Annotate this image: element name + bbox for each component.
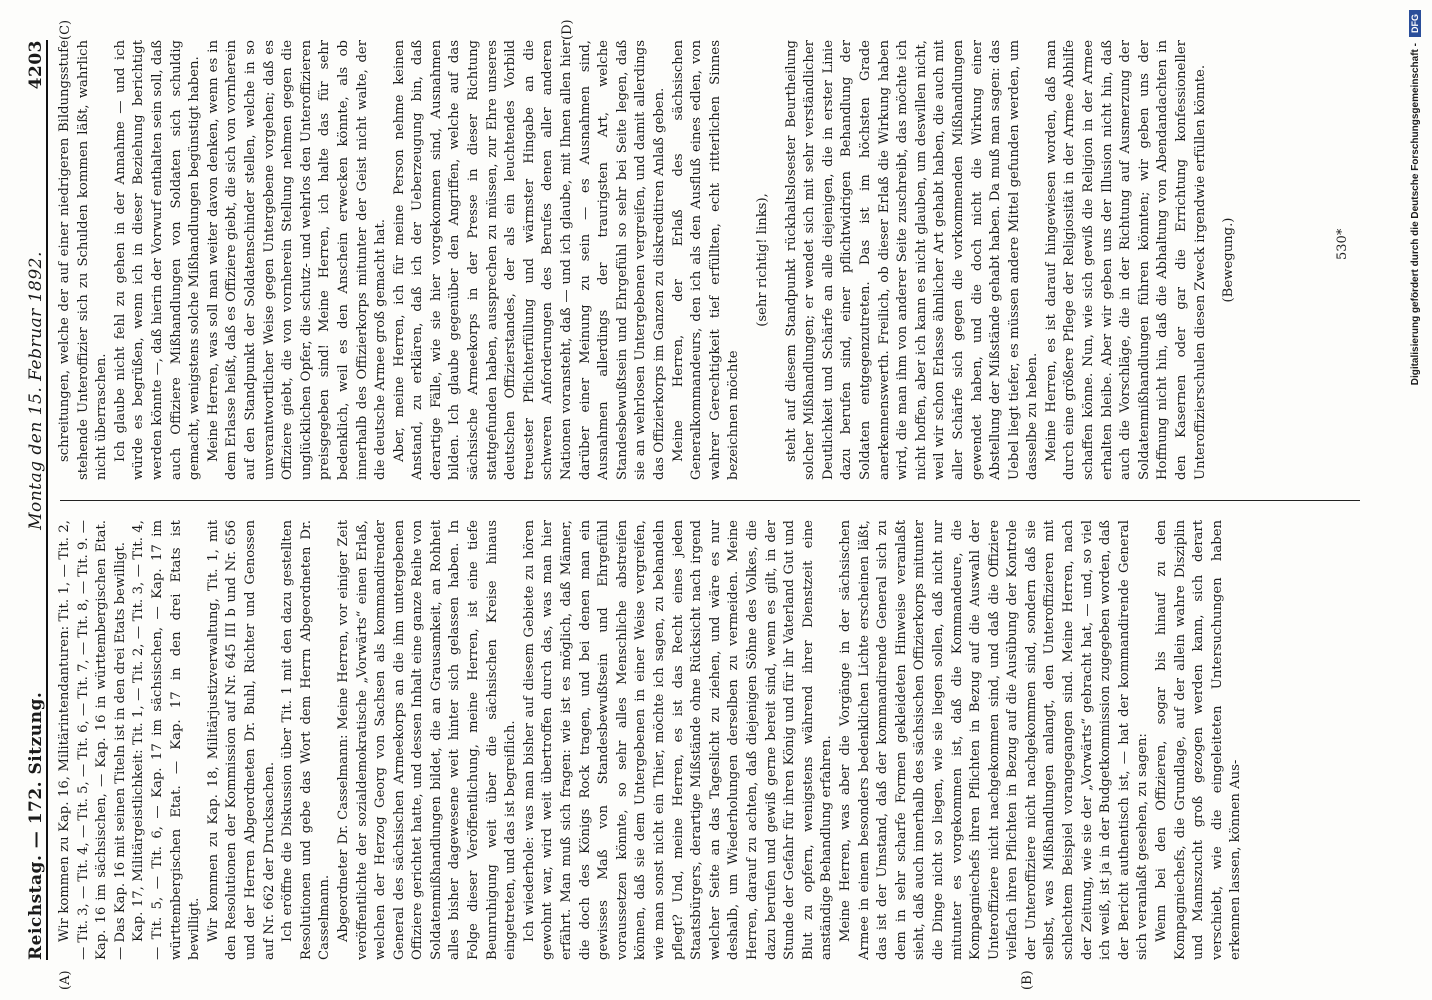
header-date: Montag den 15. Februar 1892. — [26, 251, 46, 530]
margin-marker-a: (A) — [58, 970, 73, 990]
column-divider — [60, 500, 1360, 501]
credit-text-wrapper — [1402, 0, 1428, 1000]
paragraph: Ich eröffne die Diskussion über Tit. 1 mit den dazu gestellten Resolutionen und gebe das Wort dem Herrn Abgeordneten Dr. Casselmann. — [280, 520, 333, 960]
interjection: (sehr richtig! links), — [754, 193, 770, 327]
margin-marker-b: (B) — [1020, 970, 1035, 990]
paragraph: Ich glaube nicht fehl zu gehen in der Annahme — und ich würde es begrüßen, wenn ich in dieser Beziehung berichtigt werden könnte —, daß hierin der Vorwurf enthalten sein soll, daß auch Offiziere Mißhandlungen von Soldaten sich schuldig gemacht, wenigstens solche Mißhandlungen begünstigt haben. — [112, 40, 203, 480]
page-number: 4203 — [26, 40, 46, 90]
paragraph: Ich wiederhole: was man bisher auf diesem Gebiete zu hören gewohnt war, wird weit übertroffen durch das, was man hier erfährt. Man muß sich fragen: wie ist es möglich, daß Männer, die doch des Königs Rock tragen, und bei denen man ein gewisses Maß von Standesbewußtsein und Ehrgefühl voraussetzen könnte, so sehr alles Menschliche abstreifen können, daß sie dem Untergebenen in einer Weise vergreifen, wie man sonst nicht ein Thier, möchte ich sagen, zu behandeln pflegt? Und, meine Herren, es ist das Recht eines jeden Staatsbürgers, derartige Mißstände ohne Rücksicht nach irgend welcher Seite an das Tageslicht zu ziehen, und wäre es nur deshalb, um Wiederholungen derselben zu vermeiden. Meine Herren, darauf zu achten, daß diejenigen Söhne des Volkes, die dazu berufen und gewiß gerne bereit sind, wenn es gilt, in der Stunde der Gefahr für ihren König und für ihr Vaterland Gut und Blut zu opfern, wenigstens während ihrer Dienstzeit eine anständige Behandlung erfahren. — [521, 520, 835, 960]
interjection: (Bewegung.) — [1221, 217, 1237, 303]
credit-text: Digitalisierung gefördert durch die Deutsche Forschungsgemeinschaft - — [1409, 43, 1421, 386]
page-header — [6, 40, 48, 960]
page-mark: 530* — [1335, 228, 1350, 260]
dfg-logo: DFG — [1409, 10, 1421, 37]
text-column-right — [56, 40, 1360, 480]
paragraph: Wir kommen zu Kap. 18, Militärjustizverwaltung, Tit. 1, mit den Resolutionen der Kommission auf Nr. 645 III b und Nr. 656 und der Herren Abgeordneten Dr. Buhl, Richter und Genossen auf Nr. 662 der Drucksachen. — [205, 520, 277, 960]
paragraph: Meine Herren, was soll man weiter davon denken, wenn es in dem Erlasse heißt, daß es Offiziere giebt, die sich von vornherein auf den Standpunkt der Soldatenschinder stellen, welche in so unverantwortlicher Weise gegen Untergebene vorgehen; daß es Offiziere giebt, die von vornherein Stellung nehmen gegen die unglücklichen Opfer, die schutz- und wehrlos den Unteroffizieren preisgegeben sind! Meine Herren, ich halte das für sehr bedenklich, weil es den Anschein erwecken könnte, als ob innerhalb des Offizierkorps mitunter der Geist nicht walte, der die deutsche Armee groß gemacht hat. — [205, 40, 389, 480]
margin-marker-d: (D) — [560, 19, 575, 40]
header-left: Reichstag. — 172. Sitzung. — [26, 691, 46, 960]
paragraph: Meine Herren, was aber die Vorgänge in der sächsischen Armee in einem besonders bedenklichen Lichte erscheinen läßt, das ist der Umstand, daß der kommandirende General sich zu dem in sehr scharfe Formen gekleideten Hinweise veranlaßt sieht, daß auch innerhalb des sächsischen Offizierkorps mitunter die Dinge nicht so liegen, wie sie liegen sollen, daß nicht nur mitunter es vorgekommen ist, daß die Kommandeure, die Kompagniechefs ihren Pflichten in Bezug auf die Auswahl der Unteroffiziere nicht nachgekommen sind, und daß die Offiziere vielfach ihren Pflichten in Bezug auf die Ausübung der Kontrole der Unteroffiziere nicht nachgekommen sind, sondern daß sie selbst, was Mißhandlungen anlangt, den Unteroffizieren mit schlechtem Beispiel vorangegangen sind. Meine Herren, nach der Zeitung, wie sie der „Vorwärts“ gebracht hat, — und, so viel ich weiß, ist ja in der Budgetkommission zugegeben worden, daß der Bericht authentisch ist, — hat der kommandirende General sich veranlaßt gesehen, zu sagen: — [837, 520, 1151, 960]
paragraph: Kap. 17, Militärgeistlichkeit: Tit. 1, — Tit. 2, — Tit. 3, — Tit. 4, — Tit. 5, — Tit. 6, — Kap. 17 im sächsischen, — Kap. 17 im württembergischen Etat. — Kap. 17 in den drei Etats ist bewilligt. — [131, 520, 203, 960]
paragraph: Meine Herren, der Erlaß des sächsischen Generalkommandeurs, den ich als den Ausfluß eines edlen, von wahrer Gerechtigkeit tief erfüllten, echt ritterlichen Sinnes bezeichnen möchte — [670, 40, 742, 480]
margin-marker-c: (C) — [58, 19, 73, 40]
paragraph: Aber, meine Herren, ich für meine Person nehme keinen Anstand, zu erklären, daß ich der Ueberzeugung bin, daß derartige Fälle, wie sie hier vorgekommen sind, Ausnahmen bilden. Ich glaube gegenüber den Angriffen, welche auf das sächsische Armeekorps in der Presse in dieser Richtung stattgefunden haben, aussprechen zu müssen, zur Ehre unseres deutschen Offizierstandes, der als ein leuchtendes Vorbild treuester Pflichterfüllung und wärmster Hingabe an die schweren Anforderungen des Berufes denen aller anderen Nationen voransteht, daß — und ich glaube, mit Ihnen allen hier darüber einer Meinung zu sein — es Ausnahmen sind, Ausnahmen allerdings der traurigsten Art, welche Standesbewußtsein und Ehrgefühl so sehr bei Seite legen, daß sie an wehrlosen Untergebenen vergreifen, und damit allerdings das Offizierkorps im Ganzen zu diskreditiren Anlaß geben. — [391, 40, 667, 480]
paragraph: steht auf diesem Standpunkt rückhaltslosester Beurtheilung solcher Mißhandlungen; er wendet sich mit sehr verständlicher Deutlichkeit und Schärfe an alle diejenigen, die in erster Linie dazu berufen sind, einer pflichtwidrigen Behandlung der Soldaten entgegenzutreten. Das ist im höchsten Grade anerkennenswerth. Freilich, ob dieser Erlaß die Wirkung haben wird, die man ihm von anderer Seite zuschreibt, das möchte ich nicht hoffen, aber ich kann es nicht glauben, um deswillen nicht, weil wir schon Erlasse ähnlicher Art gehabt haben, die auch mit aller Schärfe sich gegen die vorkommenden Mißhandlungen gewendet haben, und die doch nicht die Wirkung einer Abstellung der Mißstände gehabt haben. Da muß man sagen: das Uebel liegt tiefer, es müssen andere Mittel gefunden werden, um dasselbe zu heben. — [783, 40, 1041, 480]
text-column-left — [56, 520, 1360, 960]
paragraph: Wir kommen zu Kap. 16, Militärintendanturen: Tit. 1, — Tit. 2, — Tit. 3, — Tit. 4, — Tit. 5, — Tit. 6, — Tit. 7, — Tit. 8, — Tit. 9. — Kap. 16 im sächsischen, — Kap. 16 in württembergischen Etat. — Das Kap. 16 mit seinen Titeln ist in den drei Etats bewilligt. — [57, 520, 128, 960]
paragraph: schreitungen, welche der auf einer niedrigeren Bildungsstufe stehende Unteroffizier sich zu Schulden kommen läßt, wahrlich nicht überraschen. — [57, 40, 110, 480]
paragraph: Wenn bei den Offizieren, sogar bis hinauf zu den Kompagniechefs, die Grundlage, auf der allein wahre Disziplin und Mannszucht groß gezogen werden kann, sich derart verschiebt, wie die eingeleiteten Untersuchungen haben erkennen lassen, können Aus- — [1154, 520, 1244, 960]
paragraph: Abgeordneter Dr. Casselmann: Meine Herren, vor einiger Zeit veröffentlichte der sozialdemokratische „Vorwärts“ einen Erlaß, welchen der Herzog Georg von Sachsen als kommandirender General des sächsischen Armeekorps an die ihm untergebenen Offiziere gerichtet hatte, und dessen Inhalt eine ganze Reihe von Soldatenmißhandlungen bildet, die an Grausamkeit, an Rohheit alles bisher dagewesene weit hinter sich gelassen haben. In Folge dieser Veröffentlichung, meine Herren, ist eine tiefe Beunruhigung weit über die sächsischen Kreise hinaus eingetreten, und das ist begreiflich. — [335, 520, 519, 960]
paragraph: Meine Herren, es ist darauf hingewiesen worden, daß man durch eine größere Pflege der Religiosität in der Armee Abhilfe schaffen könne. Nun, wie sich gewiß die Religion in der Armee erhalten bleibe. Aber wir geben uns der Illusion nicht hin, daß auch die Vorschläge, die in der Richtung auf Ausmerzung der Soldatenmißhandlungen führen könnten; wir geben uns der Hoffnung nicht hin, daß die Abhaltung von Abendandachten in den Kasernen oder gar die Errichtung konfessioneller Unteroffizierschulen diesen Zweck irgendwie erfüllen könnte. — [1043, 40, 1208, 480]
digitization-credit — [1402, 0, 1428, 1000]
